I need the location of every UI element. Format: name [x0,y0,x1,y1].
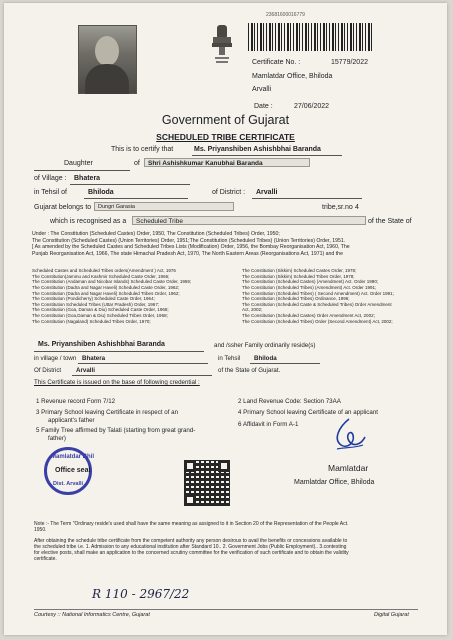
tehsil-value: Bhiloda [88,189,114,196]
order-line: The Constitution(Jammu and Kashmir Scheduled Caste Order, 1966; [32,273,170,279]
district-underline [252,197,362,199]
applicant-photo [78,25,137,94]
footer-rule [34,609,418,610]
qr-finder [218,460,230,472]
certificate-no: 15779/2022 [331,59,368,66]
tribe-name: Dungri Garasia [94,202,234,211]
order-line: The Constitution (Pondicherry) Scheduled Caste Order, 1964; [32,296,155,302]
father-name: Shri Ashishkumar Kanubhai Baranda [144,158,310,167]
tribe-no-label: tribe,sr.no [322,204,353,211]
tehsil-underline [84,197,188,199]
tehsil-label: in Tehsil of [34,189,67,196]
certify-text: This is to certify that [111,146,174,153]
qr-finder [184,494,196,506]
issued-text: This Certificate is issued on the base of following credential : [34,379,200,386]
order-line: The Constitution (Scheduled Tribes) Order (Second Amendment) Act, 2002; [242,318,393,324]
national-emblem-icon [209,23,235,65]
order-line: The Constitution (Scheduled Tribes) (Amendment) Act. Order 1991; [242,284,377,290]
recognised-label: which is recognised as a [50,218,127,225]
tribe-no: 4 [355,204,359,211]
order-line: The Constitution (Scheduled Castes) (Union Territories) Order, 1951;The Constitution (Scheduled Tribes) (Union Territories) Order, 1951. [32,237,346,244]
barcode-number: 23681600016779 [266,12,305,18]
order-line: Scheduled Castes and Scheduled Tribes orders(Amendment ) Act, 1976 [32,268,176,273]
residence-village-label: in village / town [34,355,77,362]
order-line: The Constitution Scheduled Tribes (Uttar Pradesh) Order, 1967; [32,301,160,307]
residence-name-underline [34,350,204,352]
signature-icon [329,415,369,455]
name-underline [192,154,342,156]
residence-tehsil-label: in Tehsil [218,355,241,362]
orders-left-column [32,268,191,324]
relation: Daughter [64,160,93,167]
applicant-name: Ms. Priyanshiben Ashishbhai Baranda [194,146,321,153]
order-line: Punjab Reorganisation Act, 1966, The state Himachal Pradesh Act, 1970, The North Eastern Areas (Reorganisations Act, 1971) and the [32,250,343,257]
signatory-title: Mamlatdar [328,463,369,473]
certificate-title: SCHEDULED TRIBE CERTIFICATE [156,132,295,142]
office-seal [44,447,95,495]
photo-body [85,64,129,94]
notes [34,521,349,563]
credential-2: 2 Land Revenue Code: Section 73AA [238,398,341,405]
footer-brand: Digital Gujarat [374,612,409,618]
photo-face [95,36,119,66]
district-label: of District : [212,189,246,196]
order-line: The Constitution (Scheduled Caste & Scheduled Tribes) Order Amendment [242,301,392,307]
belongs-label: Gujarat belongs to [34,204,92,211]
order-line: The Constitution (Dadra and Nagar Haveli) Scheduled Caste Order, 1962; [32,284,180,290]
order-line: Under : The Constitution (Scheduled Castes) Order, 1950, The Constitution (Scheduled Tribes) Order, 1950; [32,231,280,237]
credential-3: 3 Primary School leaving Certificate in respect of an [36,409,179,416]
residence-village: Bhatera [82,355,106,362]
orders-main [32,231,350,257]
credential-4: 4 Primary School leaving Certificate of an applicant [238,409,378,416]
order-line: The Constitution (Sikkim) Scheduled Tribes Order, 1978; [242,273,355,279]
credential-5: 5 Family Tree affirmed by Talati (starting from great grand- [36,427,196,434]
handwritten-reference: R 110 - 2967/22 [92,587,190,601]
order-line: [ As amended by the Scheduled Castes and Scheduled Tribes Lists (Modification) Order, 1956, the Bombay Reorganisation Act, 1960, The [32,244,350,250]
order-line: The Constitution (Nagaland) Scheduled Tribes Order, 1970; [32,318,151,324]
residence-district-label: Of District [34,367,62,374]
credential-3-cont: applicant's father [48,417,95,424]
note-line: for elective posts, shall make an application to the concerned scrutiny committee for the verification of such certificate and to obtain the validity [34,550,349,556]
state-text: of the State of Gujarat. [218,367,281,374]
order-line: The Constitution (Scheduled Tribes) Ordinance, 1996; [242,296,350,302]
tribe-category: Scheduled Tribe [132,216,366,225]
order-line: The Constitution (Scheduled Castes) (Amendment) Act. Order 1990; [242,279,379,285]
order-line: The Constitution (Scheduled Castes) Order Amendment Act, 2002; [242,313,375,318]
seal-ring-bottom: Dist. Arvalli [53,481,84,487]
village-underline [70,183,190,185]
residence-village-underline [78,362,208,364]
credential-6: 6 Affidavit in Form A-1 [238,421,299,428]
certificate-no-label: Certificate No. : [252,59,301,66]
residence-district: Arvalli [76,367,95,374]
relation-underline [34,169,130,171]
qr-code [184,460,230,506]
qr-finder [184,460,196,472]
residence-tehsil-underline [250,362,320,364]
district-value: Arvalli [256,189,278,196]
residence-district-underline [72,374,212,376]
seal-center-text: Office seal [55,467,91,474]
of-text: of [134,160,140,167]
office-line-1: Mamlatdar Office, Bhiloda [252,73,333,80]
state-label: of the State of [368,218,412,225]
order-line: The Constitution (Andaman and Nicobar Islands) Scheduled Caste Order, 1959; [32,279,192,285]
order-line: The Constitution (Sikkim) Scheduled Castes Order, 1978; [242,268,357,273]
order-line: The Constitution (Goa,Daman & Diu) Scheduled Tribes Order, 1968; [32,313,168,318]
credential-1: 1 Revenue record Form 7/12 [36,398,116,405]
date-value: 27/06/2022 [294,103,330,110]
date-label: Date : [254,103,273,110]
order-line: The Constitution (Goa, Daman & Diu) Scheduled Caste Order, 1968; [32,307,169,313]
certificate-page [4,3,447,635]
seal-ring-top: Mamlatdar Bhil [51,454,95,460]
credential-5-cont: father) [48,435,66,442]
note-line: 1950. [34,527,47,534]
office-line-2: Arvalli [252,86,272,93]
order-line: Act, 2002; [242,307,263,313]
family-text: and /ssher Family ordinarily reside(s) [214,342,316,349]
residence-name: Ms. Priyanshiben Ashishbhai Baranda [38,341,165,348]
barcode [248,23,372,51]
residence-tehsil: Bhiloda [254,355,277,362]
village-label: of Village : [34,175,67,182]
footer-courtesy: Courtesy :: National Informatics Centre, Gujarat [34,612,150,618]
village-value: Bhatera [74,175,101,182]
government-title: Government of Gujarat [161,113,290,127]
signatory-office: Mamlatdar Office, Bhiloda [294,479,375,486]
order-line: The Constitution (Scheduled Tribes) ( Second Amendment) Act. Order 1991; [242,290,394,296]
orders-right-column [242,268,394,324]
note-line: the scheduled tribe i.e. 1. Admission to any educational institution after Standard 10.. 2. Government Jobs (Public Employment).. 3.contesting [34,543,347,550]
note-line: Note :- The Term "Ordinary reside's used shall have the same meaning as assigned to it in Section 20 of the Representation of the People Act. [34,521,349,527]
order-line: The Constitution (Dadra and Nagar Haveli) Scheduled Tribes Order, 1962; [32,290,180,296]
note-line: certificate. [34,556,57,563]
note-line: After obtaining the schedule tribe certificate from the competent authority any person desirous to avail the benefits or concessions available to [34,537,348,544]
